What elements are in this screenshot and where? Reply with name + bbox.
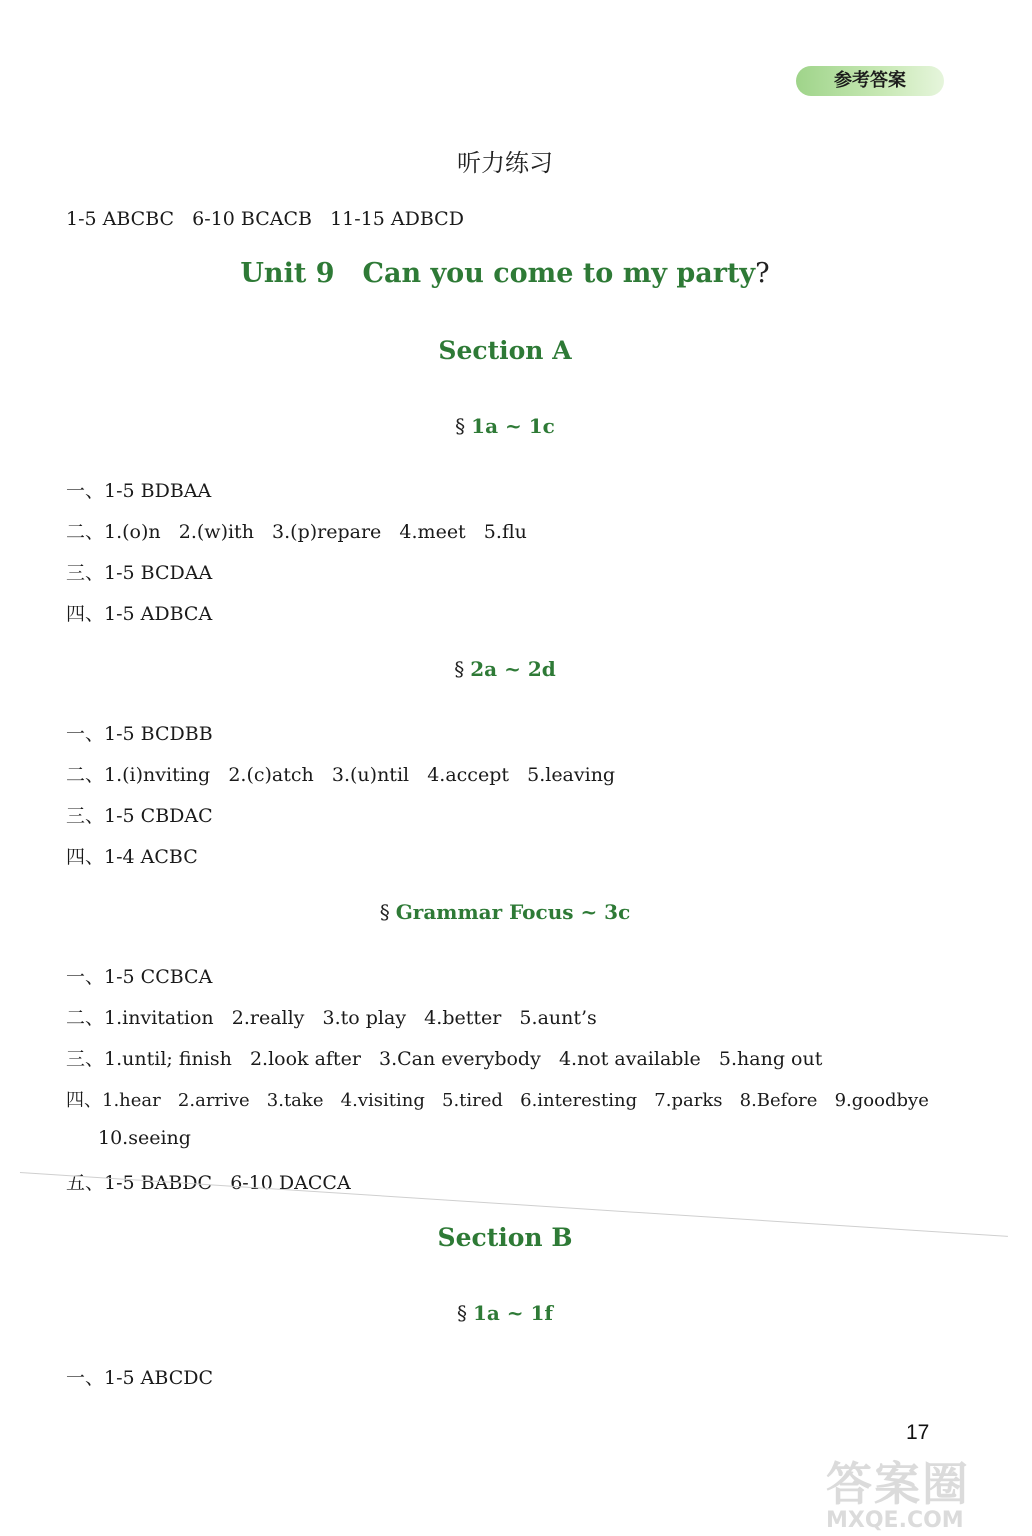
answer-key-badge: 参考答案 [796, 66, 944, 96]
section-mark: § [379, 900, 390, 924]
answer-line [66, 558, 212, 585]
section-mark: § [456, 1301, 467, 1325]
subsection-heading [0, 1301, 1010, 1325]
unit-name: Can you come to my party [362, 258, 756, 289]
unit-number: Unit 9 [240, 258, 335, 289]
answer-prefix: 四、 [66, 603, 105, 625]
listening-practice-heading: 听力练习 [457, 149, 553, 177]
subsection-heading [0, 657, 1010, 681]
answer-line [66, 476, 211, 503]
answer-text: 1.(o)n 2.(w)ith 3.(p)repare 4.meet 5.flu [104, 521, 527, 543]
answer-line [66, 1003, 597, 1030]
answer-text: 1-5 BCDAA [104, 562, 213, 584]
section-b-title: Section B [437, 1223, 573, 1252]
answer-prefix: 三、 [66, 562, 105, 584]
watermark-main: 答案圈 [826, 1457, 970, 1511]
answer-text: 1.(i)nviting 2.(c)atch 3.(u)ntil 4.accept 5.leaving [104, 764, 616, 786]
answer-prefix: 二、 [66, 1007, 105, 1029]
section-a-title: Section A [438, 336, 572, 365]
subsection-label: 1a ~ 1c [471, 414, 555, 438]
listening-answers: 1-5 ABCBC 6-10 BCACB 11-15 ADBCD [66, 208, 464, 230]
answer-prefix: 一、 [66, 1367, 105, 1389]
answer-text: 1-4 ACBC [104, 846, 198, 868]
answer-prefix: 三、 [66, 1048, 105, 1070]
answer-text: 1-5 ADBCA [104, 603, 213, 625]
watermark-url: MXQE.COM [826, 1508, 964, 1533]
answer-line [66, 1044, 822, 1071]
answer-prefix: 四、 [66, 1090, 102, 1111]
answer-line [66, 517, 527, 544]
answer-prefix: 二、 [66, 764, 105, 786]
answer-text: 1-5 BCDBB [104, 723, 213, 745]
answer-prefix: 四、 [66, 846, 105, 868]
answer-line [66, 1363, 213, 1390]
answer-prefix: 五、 [66, 1172, 105, 1194]
answer-line [66, 1086, 929, 1112]
subsection-label: 1a ~ 1f [472, 1301, 554, 1325]
answer-text: 1.until; finish 2.look after 3.Can everybody 4.not available 5.hang out [104, 1048, 823, 1070]
answer-line [66, 842, 198, 869]
answer-line [66, 962, 212, 989]
subsection-heading [0, 414, 1010, 438]
answer-line [66, 719, 213, 746]
watermark-logo [826, 1448, 1026, 1532]
answer-prefix: 一、 [66, 966, 105, 988]
answer-text: 1-5 ABCDC [104, 1367, 213, 1389]
answer-text: 1-5 CBDAC [104, 805, 213, 827]
answer-text: 10.seeing [98, 1127, 191, 1149]
answer-text: 1-5 BABDC 6-10 DACCA [104, 1172, 351, 1194]
unit-question-mark: ? [755, 258, 770, 289]
subsection-label: 2a ~ 2d [470, 657, 556, 681]
subsection-heading [0, 900, 1010, 924]
answer-text: 1-5 BDBAA [104, 480, 212, 502]
unit-title [0, 258, 1010, 289]
answer-line [66, 599, 212, 626]
page-number: 17 [906, 1421, 930, 1444]
answer-prefix: 三、 [66, 805, 105, 827]
answer-prefix: 一、 [66, 723, 105, 745]
section-mark: § [455, 414, 466, 438]
subsection-label: Grammar Focus ~ 3c [395, 900, 631, 924]
answer-line [98, 1127, 191, 1149]
answer-text: 1.invitation 2.really 3.to play 4.better 5.aunt’s [104, 1007, 597, 1029]
answer-line [66, 801, 213, 828]
answer-prefix: 一、 [66, 480, 105, 502]
section-mark: § [454, 657, 465, 681]
answer-prefix: 二、 [66, 521, 105, 543]
answer-text: 1.hear 2.arrive 3.take 4.visiting 5.tired 6.interesting 7.parks 8.Before 9.goodbye [102, 1090, 929, 1111]
answer-text: 1-5 CCBCA [104, 966, 213, 988]
answer-line [66, 760, 615, 787]
